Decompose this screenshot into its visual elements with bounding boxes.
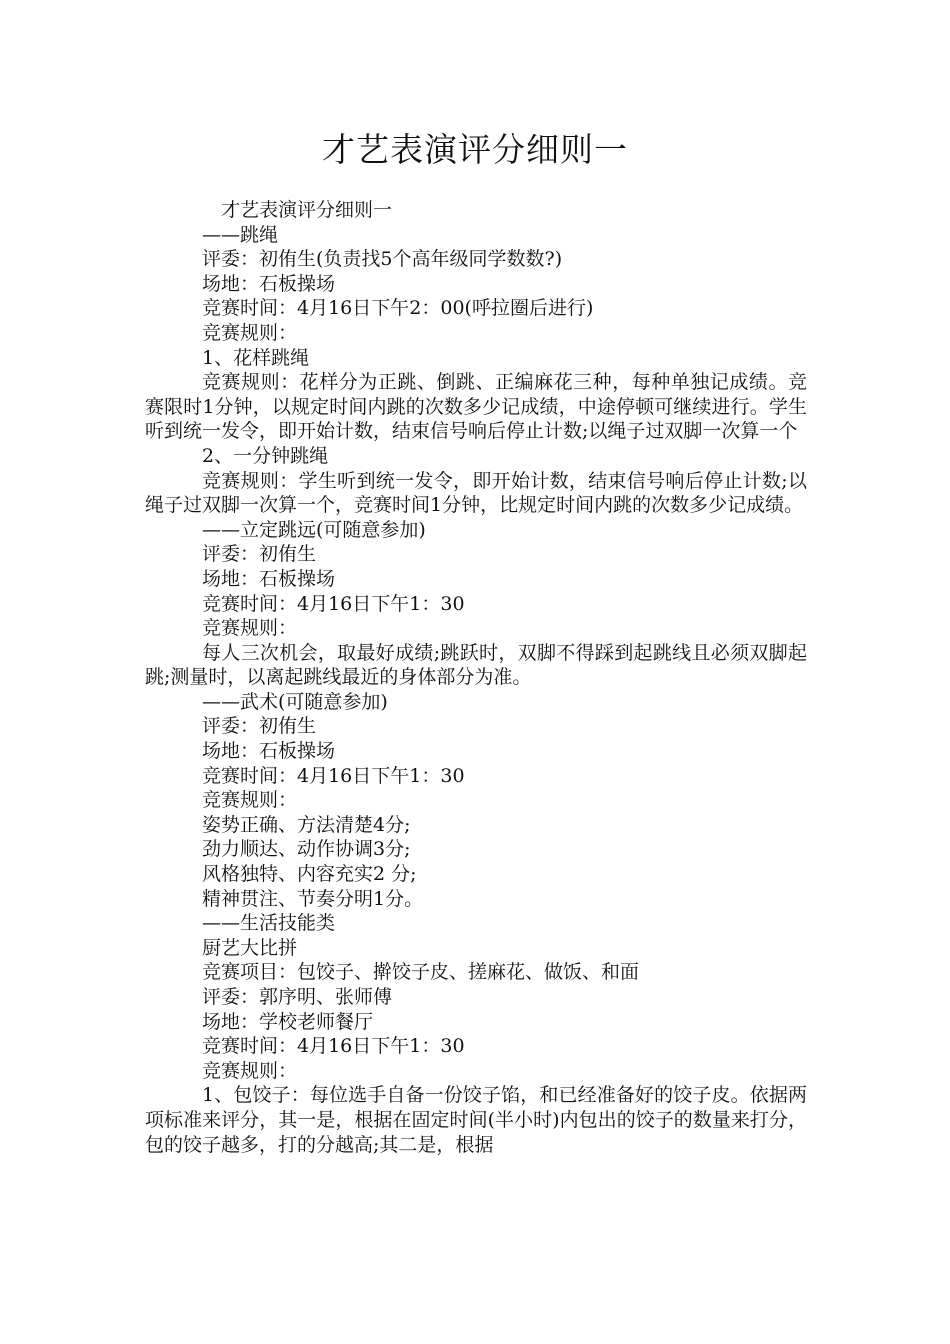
text-line: 场地：石板操场 (202, 567, 336, 590)
text-line: 竞赛时间：4月16日下午2：00(呼拉圈后进行) (202, 297, 594, 320)
text-line: 竞赛时间：4月16日下午1：30 (202, 1035, 465, 1058)
text-line: 评委：初侑生 (202, 543, 317, 566)
paragraph: 竞赛规则：学生听到统一发令，即开始计数，结束信号响后停止计数;以绳子过双脚一次算一个，竞赛时间1分钟，比规定时间内跳的次数多少记成绩。 (145, 469, 807, 517)
section-heading: ——跳绳 (202, 223, 279, 246)
document-title: 才艺表演评分细则一 (322, 130, 628, 169)
text-line: 场地：石板操场 (202, 272, 336, 295)
text-line: 竞赛项目：包饺子、擀饺子皮、搓麻花、做饭、和面 (202, 961, 640, 984)
text-line: 竞赛时间：4月16日下午1：30 (202, 764, 465, 787)
text-line: 场地：石板操场 (202, 740, 336, 763)
text-line: 精神贯注、节奏分明1分。 (202, 887, 424, 910)
text-line: 姿势正确、方法清楚4分; (202, 813, 411, 836)
text-line: 风格独特、内容充实2 分; (202, 863, 417, 886)
text-line: 评委：初侑生(负责找5个高年级同学数数?) (202, 248, 563, 271)
text-line: 评委：初侑生 (202, 715, 317, 738)
text-line: 才艺表演评分细则一 (221, 199, 393, 221)
text-line: 劲力顺达、动作协调3分; (202, 838, 411, 861)
text-line: 厨艺大比拼 (202, 936, 298, 959)
text-line: 竞赛时间：4月16日下午1：30 (202, 592, 465, 615)
text-line: 场地：学校老师餐厅 (202, 1010, 374, 1033)
paragraph: 每人三次机会，取最好成绩;跳跃时，双脚不得踩到起跳线且必须双脚起跳;测量时，以离起跳线最近的身体部分为准。 (145, 641, 807, 689)
text-line: 竞赛规则： (202, 321, 298, 344)
paragraph: 竞赛规则：花样分为正跳、倒跳、正编麻花三种，每种单独记成绩。竞赛限时1分钟，以规定时间内跳的次数多少记成绩，中途停顿可继续进行。学生听到统一发令，即开始计数，结束信号响后停止计数;以绳子过双脚一次算一个 (145, 371, 807, 443)
section-heading: ——立定跳远(可随意参加) (202, 518, 426, 541)
text-line: 2、一分钟跳绳 (202, 444, 329, 467)
section-heading: ——生活技能类 (202, 912, 336, 935)
paragraph: 1、包饺子：每位选手自备一份饺子馅，和已经准备好的饺子皮。依据两项标准来评分，其一是，根据在固定时间(半小时)内包出的饺子的数量来打分，包的饺子越多，打的分越高;其二是，根据 (145, 1084, 807, 1156)
section-heading: ——武术(可随意参加) (202, 690, 388, 713)
text-line: 竞赛规则： (202, 617, 298, 640)
text-line: 评委：郭序明、张师傅 (202, 986, 393, 1008)
text-line: 竞赛规则： (202, 789, 298, 812)
document-body (145, 198, 807, 1157)
text-line: 1、花样跳绳 (202, 346, 310, 369)
text-line: 竞赛规则： (202, 1059, 298, 1082)
